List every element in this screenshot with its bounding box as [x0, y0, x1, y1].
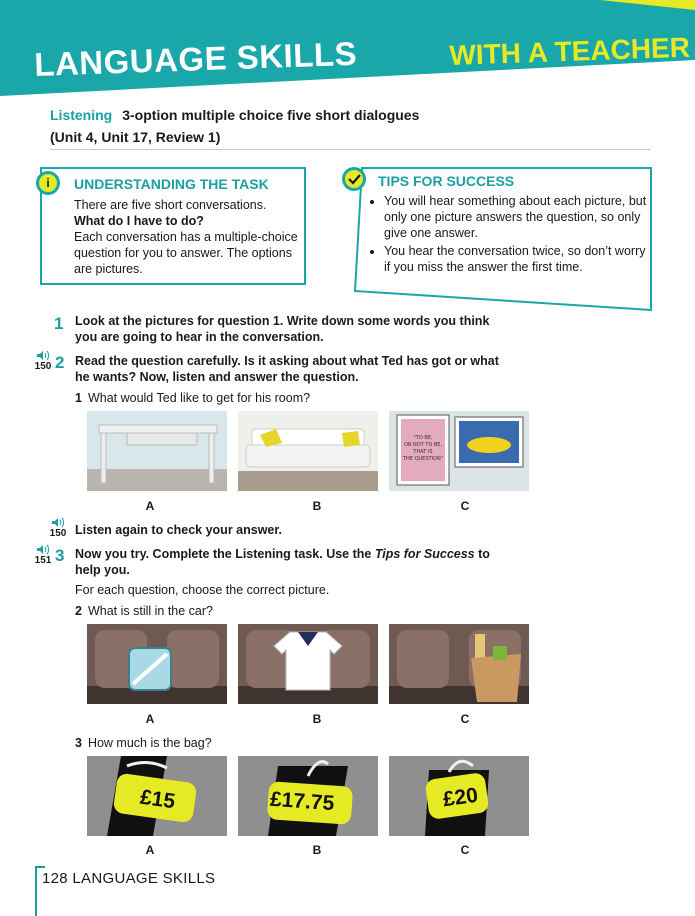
exercise-1-number: 1: [54, 314, 64, 333]
tips-box: [340, 167, 656, 312]
option-label: B: [312, 843, 322, 857]
audio-track-151[interactable]: [33, 544, 53, 566]
exercise-2-number: 2: [55, 353, 65, 372]
check-icon: [342, 167, 366, 191]
exercise-3-text-part: to help you.: [75, 547, 490, 577]
page-footer: [42, 870, 215, 887]
picture-car-jumper[interactable]: [238, 624, 378, 704]
price-20: £20: [441, 783, 480, 812]
option-label: A: [145, 499, 155, 513]
footer-label: LANGUAGE SKILLS: [72, 870, 216, 887]
question-number: 2: [75, 604, 82, 618]
exercise-1-text: Look at the pictures for question 1. Write down some words you think you are going to hear in the conversation.: [75, 314, 490, 344]
footer-rule: [35, 866, 37, 916]
check-answer-text: Listen again to check your answer.: [75, 523, 283, 537]
question-2: [75, 603, 213, 619]
speaker-icon: [51, 517, 65, 528]
exercise-2-text: Read the question carefully. Is it asking about what Ted has got or what he wants? Now, listen and answer the question.: [75, 354, 499, 384]
tips-title: TIPS FOR SUCCESS: [378, 173, 515, 189]
poster-text-1: "TO BE,: [413, 435, 433, 441]
understanding-answer: Each conversation has a multiple-choice question for you to answer. The options are pictures.: [74, 230, 298, 276]
understanding-line: There are five short conversations.: [74, 198, 267, 212]
picture-desk[interactable]: [87, 411, 227, 491]
audio-number: 151: [34, 555, 52, 566]
tips-list: [370, 193, 652, 277]
section-heading: [50, 104, 419, 148]
exercise-3-number: 3: [55, 546, 65, 565]
option-label: C: [460, 712, 470, 726]
picture-posters[interactable]: [389, 411, 529, 491]
understanding-task-box: [40, 167, 306, 285]
question-1: [75, 390, 310, 406]
section-label: Listening: [50, 107, 113, 123]
speaker-icon: [36, 544, 50, 555]
tip-item: • You will hear something about each picture, but only one picture answers the question, so only give one answer.: [384, 193, 652, 241]
option-label: C: [460, 499, 470, 513]
question-3: [75, 735, 212, 751]
audio-number: 150: [49, 528, 67, 539]
exercise-3-text: [75, 546, 505, 578]
page-title: LANGUAGE SKILLS: [33, 34, 358, 84]
exercise-3-text-italic: Tips for Success: [374, 547, 475, 561]
option-label: B: [312, 499, 322, 513]
option-label: A: [145, 712, 155, 726]
footer-rule-top: [35, 866, 45, 868]
exercise-3-subtext: For each question, choose the correct picture.: [75, 583, 330, 597]
poster-text-2: OR NOT TO BE,: [403, 442, 443, 448]
poster-text-3: THAT IS: [413, 449, 433, 455]
picture-car-bag[interactable]: [87, 624, 227, 704]
teacher-badge: WITH A TEACHER: [448, 31, 691, 72]
picture-sofa[interactable]: [238, 411, 378, 491]
audio-track-150[interactable]: [33, 350, 53, 372]
audio-number: 150: [34, 361, 52, 372]
question-number: 3: [75, 736, 82, 750]
question-text: How much is the bag?: [87, 736, 212, 750]
price-15: £15: [138, 785, 177, 814]
option-label: B: [312, 712, 322, 726]
info-icon: i: [36, 171, 60, 195]
price-17-75: £17.75: [269, 787, 335, 816]
audio-track-150-again[interactable]: [48, 517, 68, 539]
tip-item: • You hear the conversation twice, so don’t worry if you miss the answer the first time.: [384, 243, 652, 275]
exercise-3-text-part: Now you try. Complete the Listening task. Use the: [75, 547, 375, 561]
picture-car-groceries[interactable]: [389, 624, 529, 704]
question-text: What is still in the car?: [87, 604, 213, 618]
question-number: 1: [75, 391, 82, 405]
page-number: 128: [42, 870, 68, 887]
option-label: A: [145, 843, 155, 857]
understanding-text: [74, 197, 299, 277]
section-units: (Unit 4, Unit 17, Review 1): [50, 129, 221, 145]
option-label: C: [460, 843, 470, 857]
understanding-question: What do I have to do?: [74, 214, 204, 228]
understanding-title: UNDERSTANDING THE TASK: [74, 176, 269, 192]
poster-text-4: THE QUESTION": [403, 456, 443, 462]
section-description: 3-option multiple choice five short dialogues: [122, 107, 420, 123]
speaker-icon: [36, 350, 50, 361]
divider: [50, 149, 650, 150]
question-text: What would Ted like to get for his room?: [87, 391, 311, 405]
